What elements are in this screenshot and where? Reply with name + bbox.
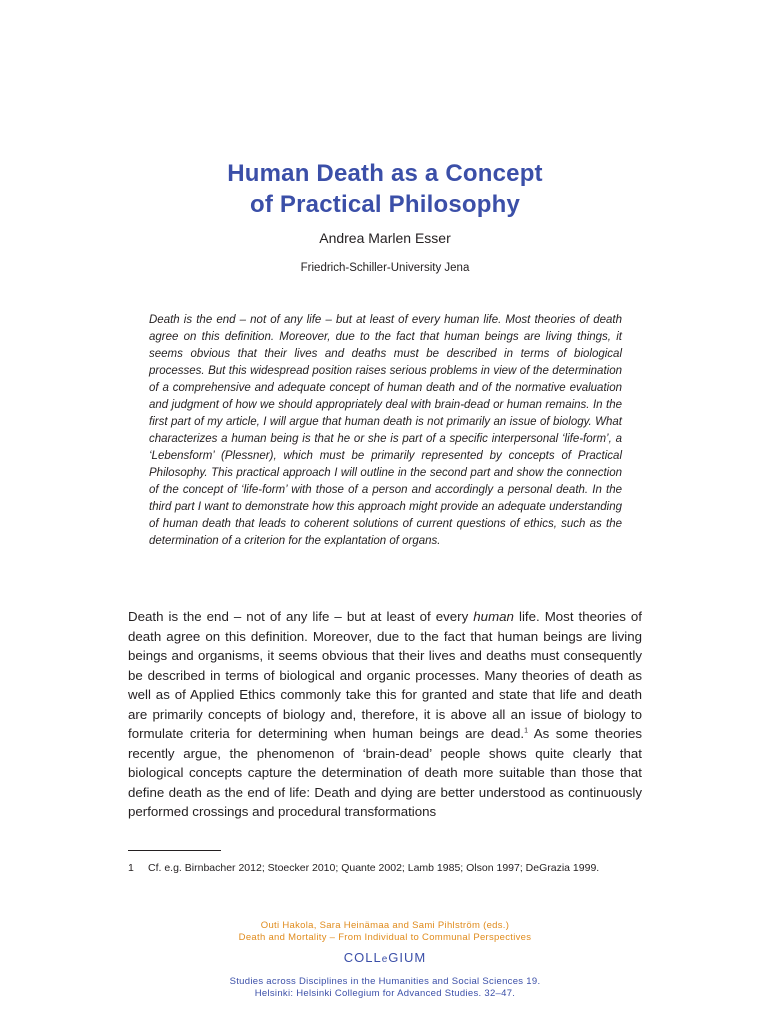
logo-text-2: e [381, 954, 389, 965]
body-text-part-2: life. Most theories of death agree on this definition. Moreover, due to the fact that human beings are living beings and organisms, it seems obvious that their lives and deaths must consequently be described in terms of biological and organic processes. Many theories of death as well as of Applied Ethics commonly take this for granted and state that life and death are primarily concepts of biology and, therefore, it is above all an issue of biology to formulate criteria for determining when human beings are dead. [128, 609, 642, 741]
author-name: Andrea Marlen Esser [319, 230, 451, 246]
citation-line-1: Studies across Disciplines in the Humanities and Social Sciences 19. [229, 976, 541, 987]
series-editors: Outi Hakola, Sara Heinämaa and Sami Pihlström (eds.) [260, 920, 510, 931]
footnote-number: 1 [128, 862, 134, 874]
logo-text-1: COLL [343, 950, 382, 965]
body-text-part-3: As some theories recently argue, the phenomenon of ‘brain-dead’ people shows quite clearly that biological concepts capture the determination of death more suitable than those that define death as the end of life: Death and dying are better understood as continuously performed crossings and procedural transformations [128, 726, 642, 819]
author-affiliation: Friedrich-Schiller-University Jena [300, 262, 470, 274]
paper-title [0, 158, 770, 220]
footnote-text: Cf. e.g. Birnbacher 2012; Stoecker 2010; Quante 2002; Lamb 1985; Olson 1997; DeGrazia 1999. [148, 862, 600, 874]
series-info [0, 920, 770, 944]
footnote-divider [128, 850, 221, 851]
body-emphasis: human [473, 609, 514, 624]
body-text-part-1: Death is the end – not of any life – but at least of every [128, 609, 474, 624]
title-line-2: of Practical Philosophy [250, 191, 520, 218]
abstract: Death is the end – not of any life – but at least of every human life. Most theories of death agree on this definition. Moreover, due to the fact that human beings are living things, it seems obvious that their lives and deaths must be described in terms of biological processes. But this widespread position raises serious problems in view of the determination of a comprehensive and adequate concept of human death and of the normative evaluation and judgment of how we should appropriately deal with brain-dead or human remains. In the first part of my article, I will argue that human death is not primarily an issue of biology. What characterizes a human being is that he or she is part of a specific interpersonal ‘life-form’, a ‘Lebensform’ (Plessner), which must be primarily represented by concepts of Practical Philosophy. This practical approach I will outline in the second part and show the connection of the concept of ‘life-form’ with those of a person and accordingly a personal death. In the third part I want to demonstrate how this approach might provide an adequate understanding of human death that leads to coherent solutions of current questions of ethics, such as the determination of a criterion for the explantation of organs. [149, 314, 622, 547]
collegium-logo [0, 950, 770, 965]
publication-citation [0, 976, 770, 1000]
series-volume-title: Death and Mortality – From Individual to Communal Perspectives [238, 932, 532, 943]
footnote [128, 862, 642, 875]
logo-text-3: GIUM [388, 950, 427, 965]
title-line-1: Human Death as a Concept [227, 160, 543, 187]
citation-line-2: Helsinki: Helsinki Collegium for Advanced Studies. 32–47. [254, 988, 516, 999]
body-paragraph [128, 607, 642, 822]
footnote-reference[interactable]: 1 [524, 727, 529, 735]
